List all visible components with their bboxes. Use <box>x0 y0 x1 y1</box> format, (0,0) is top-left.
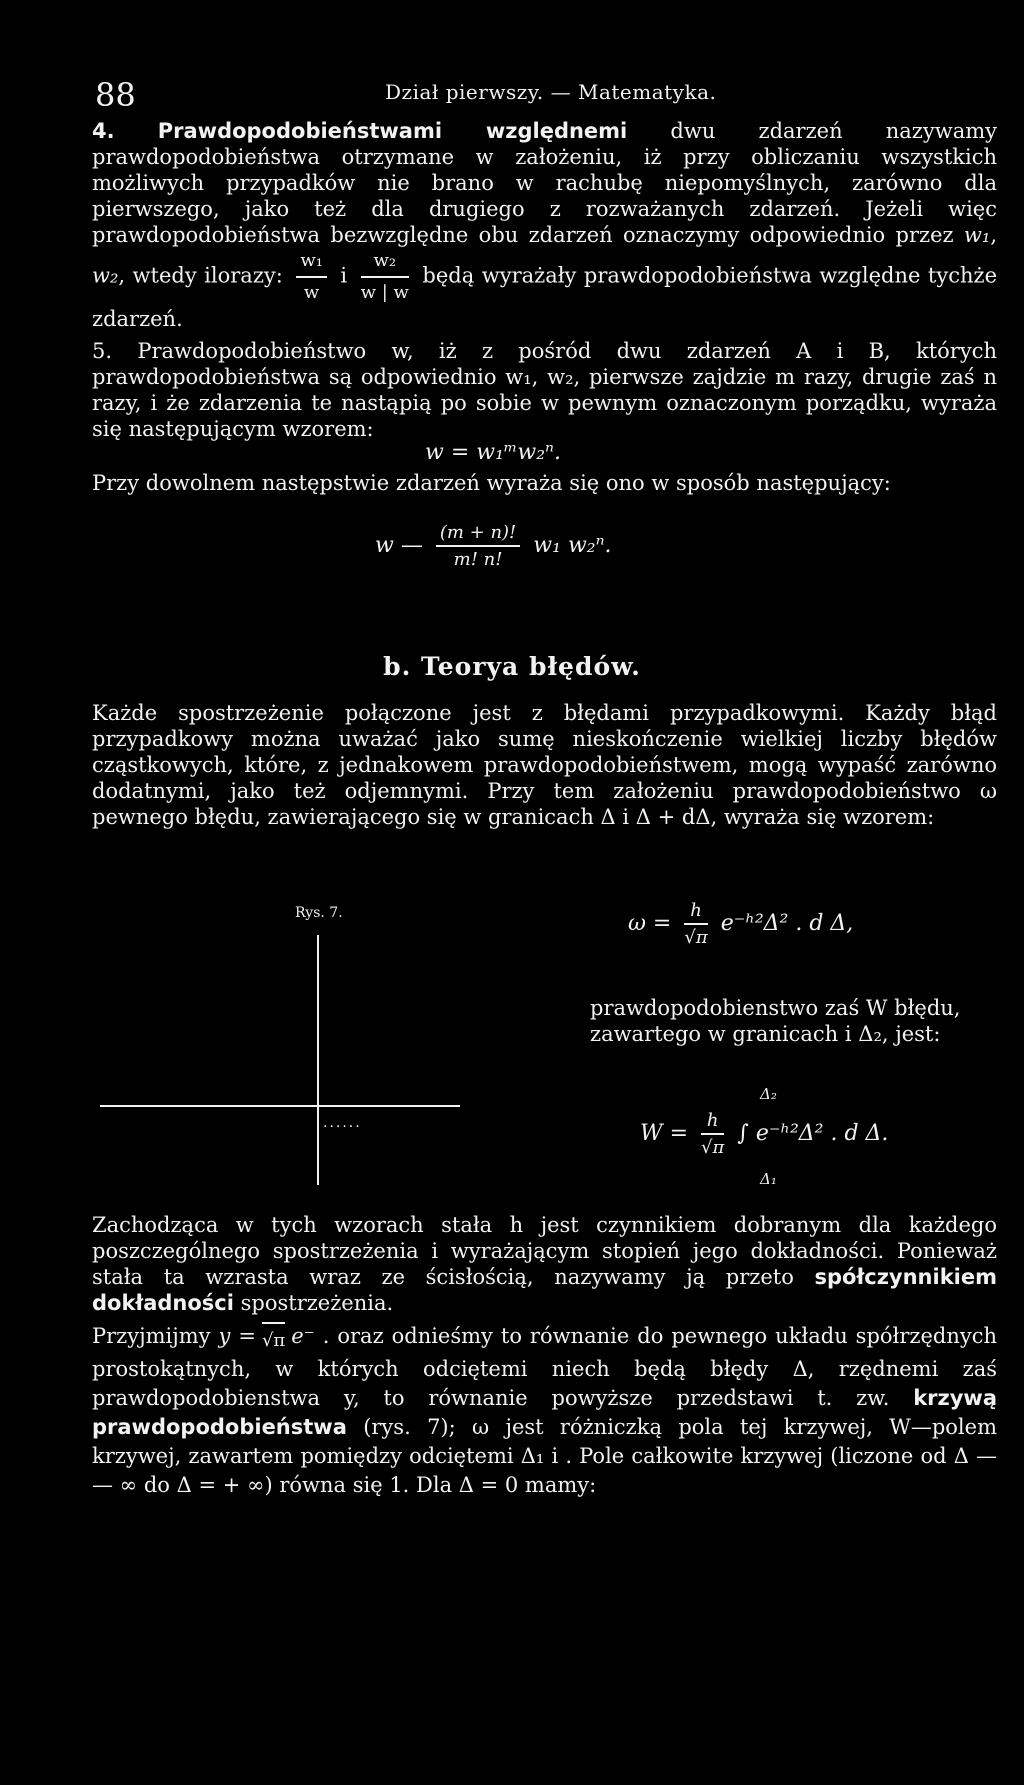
fraction-numerator: h <box>684 900 707 925</box>
formula-y-lhs: y = <box>218 1324 256 1348</box>
fraction-denominator: w | w <box>360 282 409 303</box>
formula-W-integrand: ∫ e⁻ʰ²Δ² . d Δ. <box>737 1121 889 1146</box>
para-d-text2: . oraz odnieśmy to równanie do pewnego układu spółrzędnych prostokątnych, w których odciętemi niech będą błędy Δ, rzędnemi zaś prawdopodobienstwa y, to równanie powyższe przedstawi t. zw. <box>92 1324 998 1410</box>
term-precision-coefficient: spółczynnikiem dokładności <box>92 1265 997 1315</box>
para5-text: 5. Prawdopodobieństwo w, iż z pośród dwu zdarzeń A i B, których prawdopodobieństwa są odpowiednio w₁, w₂, pierwsze zajdzie m razy, drugie zaś n razy, i że zdarzenia te nastąpią po sobie w pewnym oznaczonym porządku, wyraża się następującym wzorem: <box>92 339 997 441</box>
para4-text3: będą wyrażały prawdopodobieństwa względne tychże zdarzeń. <box>92 263 997 331</box>
para-d-text1: Przyjmijmy <box>92 1324 219 1348</box>
page-header <box>95 68 995 114</box>
fraction-denominator: √π <box>261 1330 286 1351</box>
fraction-denominator: m! n! <box>453 549 503 570</box>
para4-comma: , <box>990 223 997 247</box>
fraction-numerator: w₂ <box>361 248 409 278</box>
figure-abscissa-axis <box>100 1105 460 1107</box>
symbol-w1: w₁ <box>963 223 991 247</box>
page-number: 88 <box>95 76 136 114</box>
para4-text1: dwu zdarzeń nazywamy prawdopodobieństwa otrzymane w założeniu, iż przy obliczaniu wszystkich możliwych przypadków nie brano w rachubę niepomyślnych, zarówno dla pierwszego, jako też dla drugiego z rozważanych zdarzeń. Jeżeli więc prawdopodobieństwa bezwzględne obu zdarzeń oznaczymy odpowiednio przez <box>92 119 997 247</box>
fraction-h-over-sqrt-pi <box>684 900 707 948</box>
formula-omega <box>628 900 853 948</box>
formula-omega-lhs: ω = <box>628 911 672 936</box>
right-column-text: prawdopodobienstwo zaś W błędu, zawartego w granicach i Δ₂, jest: <box>590 996 961 1046</box>
term-relative-probabilities: Prawdopodobieństwami względnemi <box>157 119 628 143</box>
formula-w-product: w = w₁ᵐw₂ⁿ. <box>425 440 561 465</box>
para-d-text3: (rys. 7); ω jest różniczką pola tej krzywej, W—polem krzywej, zawartem pomiędzy odciętemi Δ₁ i . Pole całkowite krzywej (liczone od Δ — — ∞ do Δ = + ∞) równa się 1. Dla Δ = 0 mamy: <box>92 1415 997 1497</box>
formula-W-integral <box>640 1110 888 1158</box>
paragraph-section-5 <box>92 338 997 442</box>
paragraph-random-errors <box>92 700 997 830</box>
para4-text2: , wtedy ilorazy: <box>118 263 291 288</box>
para4-conj: i <box>332 263 355 288</box>
para4-number: 4. <box>92 119 115 143</box>
fraction-w1-over-w <box>296 248 327 306</box>
para-b1-text: Każde spostrzeżenie połączone jest z błędami przypadkowymi. Każdy błąd przypadkowy można uważać jako sumę nieskończenie wielkiej liczby błędów cząstkowych, które, z jednakowem prawdopodobieństwem, mogą wypaść zarówno dodatnymi, jako też odjemnymi. Przy tem założeniu prawdopodobieństwo ω pewnego błędu, zawierającego się w granicach Δ i Δ + dΔ, wyraża się wzorem: <box>92 701 997 829</box>
paragraph-probability-curve <box>92 1320 997 1500</box>
formula-binomial <box>375 522 612 570</box>
paragraph-relative-probabilities <box>92 118 997 332</box>
formula-binomial-lhs: w — <box>375 533 423 558</box>
formula-W-lhs: W = <box>640 1121 689 1146</box>
figure-7-probability-curve <box>95 905 465 1185</box>
para-c-text1: Zachodząca w tych wzorach stała h jest czynnikiem dobranym dla każdego poszczególnego spostrzeżenia i wyrażającym stopień jego dokładności. Ponieważ stała ta wzrasta wraz ze ścisłością, nazywamy ją przeto <box>92 1213 997 1289</box>
fraction-numerator: (m + n)! <box>436 522 520 547</box>
term-probability-curve: krzywą prawdopodobieństwa <box>92 1386 997 1439</box>
fraction-numerator: h <box>701 1110 724 1135</box>
formula-omega-rhs: e⁻ʰ²Δ² . d Δ, <box>720 911 854 936</box>
fraction-factorial <box>436 522 520 570</box>
section-title-error-theory: b. Teorya błędów. <box>383 652 641 681</box>
running-title: Dział pierwszy. — Matematyka. <box>385 80 717 104</box>
integral-upper-limit: Δ₂ <box>760 1085 777 1103</box>
figure-dotted-mark: ...... <box>323 1115 362 1131</box>
integral-lower-limit: Δ₁ <box>760 1170 777 1188</box>
fraction-denominator: √π <box>684 927 708 948</box>
fraction-denominator: √π <box>701 1137 725 1158</box>
symbol-w2: w₂ <box>92 263 119 288</box>
fraction-numerator: w₁ <box>296 248 327 278</box>
paragraph-arbitrary-order <box>92 470 997 496</box>
figure-ordinate-axis <box>317 935 319 1185</box>
paragraph-precision-coefficient <box>92 1212 997 1316</box>
figure-label: Rys. 7. <box>295 905 343 921</box>
para-c-text2: spostrzeżenia. <box>233 1291 394 1315</box>
para5-text2: Przy dowolnem następstwie zdarzeń wyraża się ono w sposób następujący: <box>92 471 891 495</box>
fraction-w2-over-w <box>361 248 409 306</box>
fraction-over-sqrt-pi <box>262 1320 285 1355</box>
fraction-h-over-sqrt-pi <box>701 1110 724 1158</box>
fraction-denominator: w <box>303 282 320 303</box>
formula-y-rhs: e⁻ <box>291 1324 315 1348</box>
formula-binomial-rhs: w₁ w₂ⁿ. <box>533 533 612 558</box>
